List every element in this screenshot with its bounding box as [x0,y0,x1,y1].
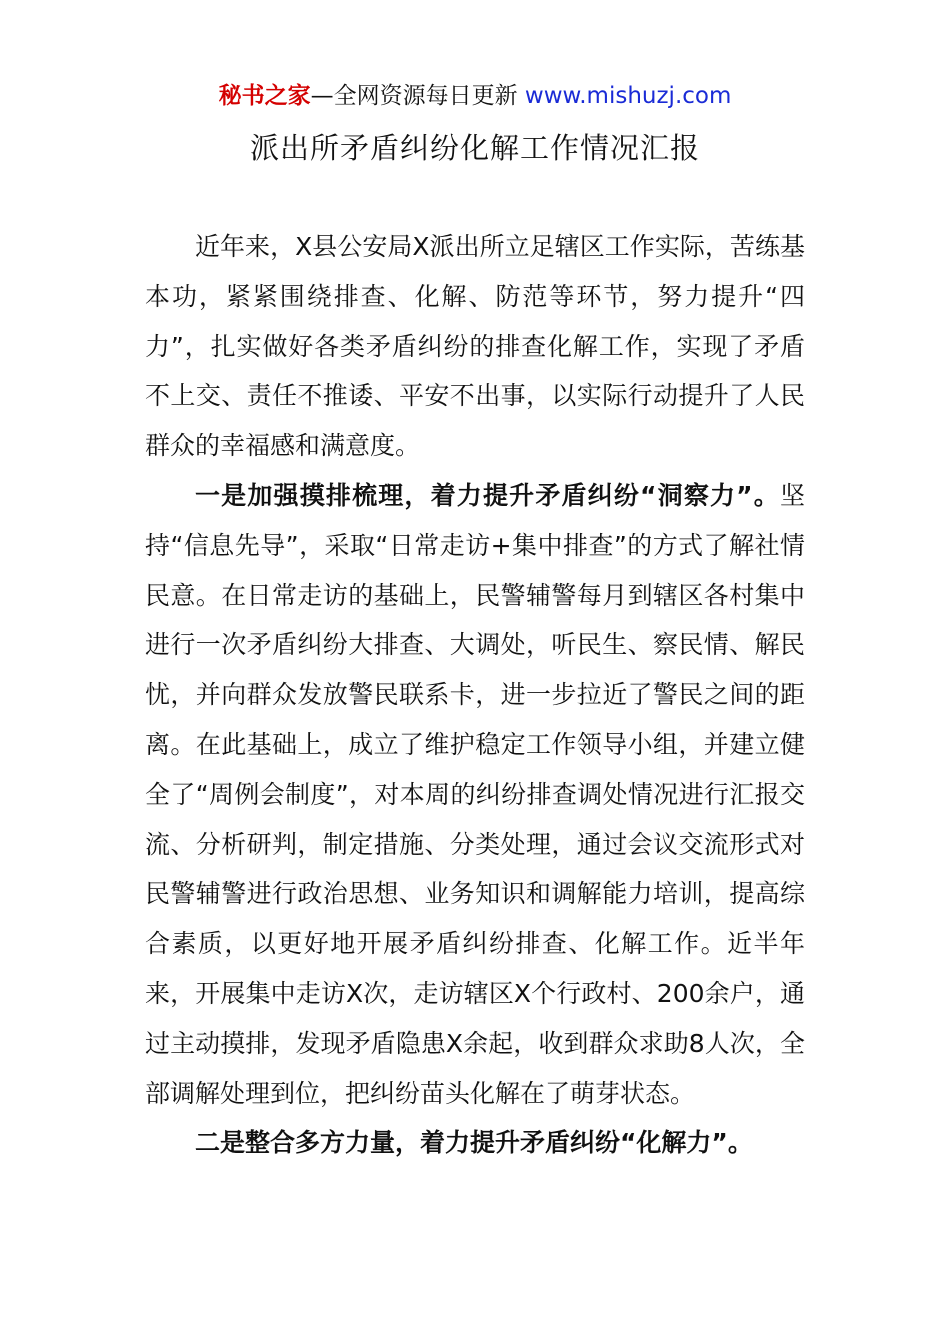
paragraph-lead: 一是加强摸排梳理，着力提升矛盾纠纷“洞察力”。 [195,480,780,510]
site-brand: 秘书之家 [218,83,311,109]
paragraph-intro [145,222,805,471]
paragraph-text: 坚持“信息先导”，采取“日常走访+集中排查”的方式了解社情民意。在日常走访的基础上，民警辅警每月到辖区各村集中进行一次矛盾纠纷大排查、大调处，听民生、察民情、解民忧，并向群众发放警民联系卡，进一步拉近了警民之间的距离。在此基础上，成立了维护稳定工作领导小组，并建立健全了“周例会制度”，对本周的纠纷排查调处情况进行汇报交流、分析研判，制定措施、分类处理，通过会议交流形式对民警辅警进行政治思想、业务知识和调解能力培训，提高综合素质，以更好地开展矛盾纠纷排查、化解工作。近半年来，开展集中走访X次，走访辖区X个行政村、200余户，通过主动摸排，发现矛盾隐患X余起，收到群众求助8人次，全部调解处理到位，把纠纷苗头化解在了萌芽状态。 [145,480,805,1108]
paragraph-section-two [145,1118,805,1168]
paragraph-section-one [145,471,805,1118]
document-body [145,222,805,1168]
paragraph-text: 近年来，X县公安局X派出所立足辖区工作实际，苦练基本功，紧紧围绕排查、化解、防范等环节，努力提升“四力”，扎实做好各类矛盾纠纷的排查化解工作，实现了矛盾不上交、责任不推诿、平安不出事，以实际行动提升了人民群众的幸福感和满意度。 [145,232,805,461]
site-tagline: —全网资源每日更新 [310,83,525,109]
site-url-link[interactable]: www.mishuzj.com [524,83,732,109]
document-title: 派出所矛盾纠纷化解工作情况汇报 [249,131,700,165]
paragraph-lead: 二是整合多方力量，着力提升矛盾纠纷“化解力”。 [195,1128,753,1158]
site-header [0,80,950,112]
